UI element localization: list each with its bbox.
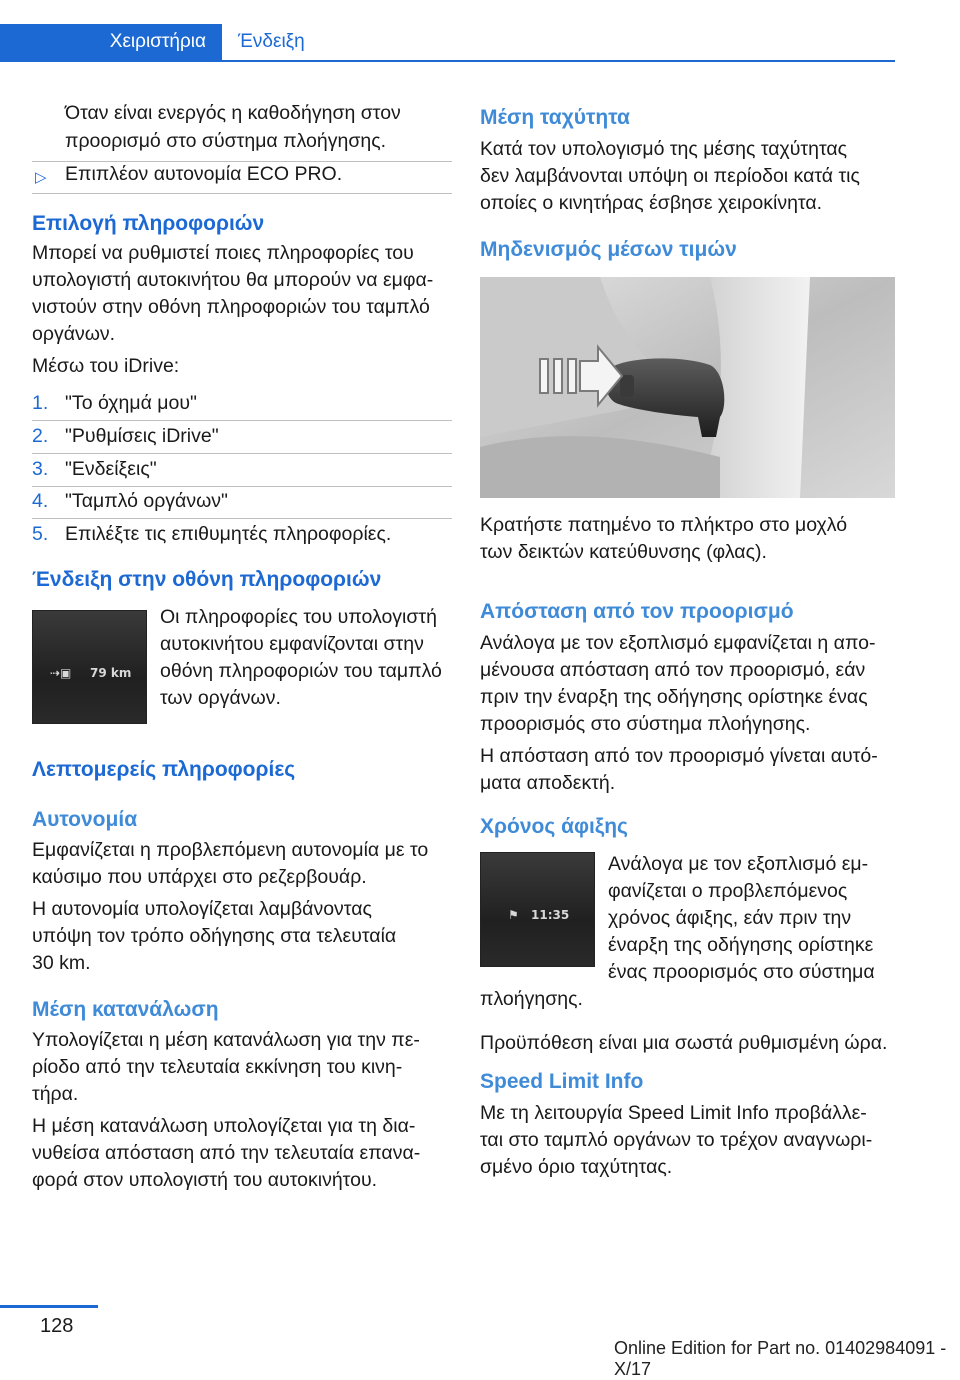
- paragraph-line: Μέσω του iDrive:: [32, 355, 180, 377]
- step-number: 2.: [32, 425, 49, 447]
- heading-avg-consumption: Μέση κατανάλωση: [32, 998, 219, 1021]
- paragraph-line: Η μέση κατανάλωση υπολογίζεται για τη δια‐: [32, 1115, 416, 1137]
- paragraph-line: τήρα.: [32, 1083, 79, 1105]
- paragraph-line: αυτοκινήτου εμφανίζονται στην: [160, 633, 424, 655]
- paragraph-line: φανίζεται ο προβλεπόμενος: [608, 880, 848, 902]
- step-number: 5.: [32, 523, 49, 545]
- heading-arrival-time: Χρόνος άφιξης: [480, 815, 628, 838]
- paragraph-line: Ανάλογα με τον εξοπλισμό εμφανίζεται η απο‐: [480, 632, 876, 654]
- heading-select-info: Επιλογή πληροφοριών: [32, 212, 265, 235]
- paragraph-line: σμένο όριο ταχύτητας.: [480, 1156, 673, 1178]
- paragraph-line: μένουσα απόσταση από τον προορισμό, εάν: [480, 659, 866, 681]
- destination-flag-icon: ⚑: [508, 908, 519, 922]
- paragraph-line: Μπορεί να ρυθμιστεί ποιες πληροφορίες του: [32, 242, 414, 264]
- step-text: "Ταμπλό οργάνων": [65, 490, 228, 512]
- heading-speed-limit-info: Speed Limit Info: [480, 1070, 644, 1093]
- step-number: 1.: [32, 392, 49, 414]
- paragraph-line: υπολογιστή αυτοκινήτου θα μπορούν να εμφα‐: [32, 269, 434, 291]
- paragraph-line: Υπολογίζεται η μέση κατανάλωση για την πε‐: [32, 1029, 420, 1051]
- paragraph-line: ρίοδο από την τελευταία εκκίνηση του κινη‐: [32, 1056, 403, 1078]
- tab-controls[interactable]: Χειριστήρια: [0, 24, 222, 60]
- paragraph-line: Ανάλογα με τον εξοπλισμό εμ‐: [608, 853, 869, 875]
- intro-line: προορισμό στο σύστημα πλοήγησης.: [65, 130, 387, 152]
- heading-detailed-info: Λεπτομερείς πληροφορίες: [32, 758, 296, 781]
- step-text: "Ρυθμίσεις iDrive": [65, 425, 219, 447]
- step-text: "Ενδείξεις": [65, 458, 157, 480]
- divider: [32, 420, 452, 421]
- paragraph-line: Κατά τον υπολογισμό της μέσης ταχύτητας: [480, 138, 848, 160]
- page-number: 128: [40, 1315, 74, 1337]
- range-fuel-icon: ⇢▣: [50, 666, 72, 680]
- paragraph-line: καύσιμο που υπάρχει στο ρεζερβουάρ.: [32, 866, 367, 888]
- paragraph-line: δεν λαμβάνονται υπόψη οι περίοδοι κατά τις: [480, 165, 860, 187]
- info-display-thumbnail: [32, 610, 147, 724]
- step-text: "Το όχημά μου": [65, 392, 197, 414]
- divider: [32, 486, 452, 487]
- header-bar: [0, 24, 895, 62]
- paragraph-line: υπόψη τον τρόπο οδήγησης στα τελευταία: [32, 925, 397, 947]
- divider: [32, 193, 452, 194]
- paragraph-line: των δεικτών κατεύθυνσης (φλας).: [480, 541, 767, 563]
- intro-line: Όταν είναι ενεργός η καθοδήγηση στον: [65, 102, 401, 124]
- paragraph-line: πλοήγησης.: [480, 988, 583, 1010]
- thumb-range-value: 79 km: [90, 666, 132, 680]
- heading-range: Αυτονομία: [32, 808, 138, 831]
- bullet-text: Επιπλέον αυτονομία ECO PRO.: [65, 163, 343, 185]
- paragraph-line: ένας προορισμός στο σύστημα: [608, 961, 875, 983]
- lever-illustration: [480, 277, 895, 498]
- paragraph-line: Προϋπόθεση είναι μια σωστά ρυθμισμένη ώρα.: [480, 1032, 888, 1054]
- paragraph-line: Η αυτονομία υπολογίζεται λαμβάνοντας: [32, 898, 372, 920]
- paragraph-line: νιστούν στην οθόνη πληροφοριών του ταμπλό: [32, 296, 430, 318]
- step-text: Επιλέξτε τις επιθυμητές πληροφορίες.: [65, 523, 392, 545]
- footer-rule: [0, 1305, 98, 1308]
- paragraph-line: έναρξη της οδήγησης ορίστηκε: [608, 934, 874, 956]
- paragraph-line: Εμφανίζεται η προβλεπόμενη αυτονομία με το: [32, 839, 429, 861]
- heading-distance: Απόσταση από τον προορισμό: [480, 600, 794, 623]
- heading-reset-averages: Μηδενισμός μέσων τιμών: [480, 238, 737, 261]
- paragraph-line: νυθείσα απόσταση από την τελευταία επανα‐: [32, 1142, 421, 1164]
- bullet-triangle-icon: ▷: [35, 169, 47, 186]
- paragraph-line: χρόνος άφιξης, εάν πριν την: [608, 907, 852, 929]
- thumb-arrival-value: 11:35: [531, 908, 570, 922]
- step-number: 3.: [32, 458, 49, 480]
- turn-signal-lever-photo: [480, 277, 895, 498]
- paragraph-line: Οι πληροφορίες του υπολογιστή: [160, 606, 437, 628]
- paragraph-line: προορισμός στο σύστημα πλοήγησης.: [480, 713, 811, 735]
- paragraph-line: φορά στον υπολογιστή του αυτοκινήτου.: [32, 1169, 378, 1191]
- paragraph-line: οθόνη πληροφοριών του ταμπλό: [160, 660, 442, 682]
- arrival-time-thumbnail: [480, 852, 595, 967]
- paragraph-line: οποίες ο κινητήρας έσβησε χειροκίνητα.: [480, 192, 823, 214]
- tab-display[interactable]: Ένδειξη: [238, 31, 305, 52]
- paragraph-line: ται στο ταμπλό οργάνων το τρέχον αναγνωρι‐: [480, 1129, 873, 1151]
- paragraph-line: οργάνων.: [32, 323, 116, 345]
- paragraph-line: των οργάνων.: [160, 687, 281, 709]
- paragraph-line: πριν την έναρξη της οδήγησης ορίστηκε ένας: [480, 686, 868, 708]
- edition-note: Online Edition for Part no. 01402984091 - X/17: [614, 1338, 947, 1379]
- paragraph-line: ματα αποδεκτή.: [480, 772, 616, 794]
- paragraph-line: Με τη λειτουργία Speed Limit Info προβάλλε‐: [480, 1102, 867, 1124]
- paragraph-line: Η απόσταση από τον προορισμό γίνεται αυτό‐: [480, 745, 878, 767]
- divider: [32, 453, 452, 454]
- paragraph-line: Κρατήστε πατημένο το πλήκτρο στο μοχλό: [480, 514, 848, 536]
- heading-avg-speed: Μέση ταχύτητα: [480, 106, 630, 129]
- paragraph-line: 30 km.: [32, 952, 91, 974]
- step-number: 4.: [32, 490, 49, 512]
- header-rule: [0, 60, 895, 62]
- heading-display: Ένδειξη στην οθόνη πληροφοριών: [32, 568, 382, 591]
- divider: [32, 518, 452, 519]
